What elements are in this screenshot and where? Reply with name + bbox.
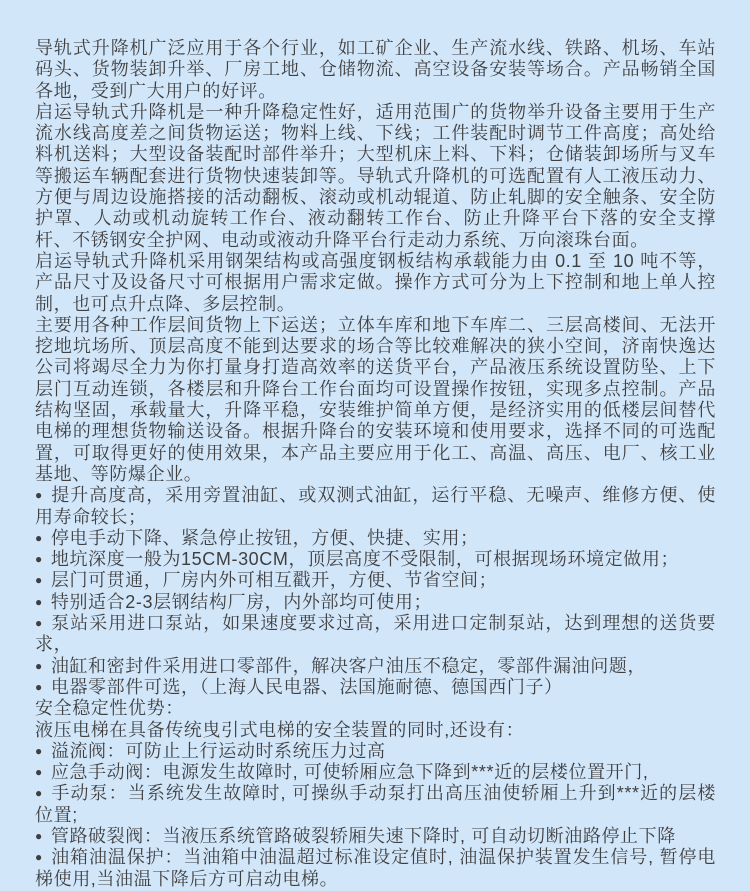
bullet-dot-icon: ● bbox=[35, 850, 44, 865]
bullet-dot-icon: ● bbox=[35, 743, 43, 758]
bullet-item bbox=[35, 741, 716, 762]
bullet-dot-icon: ● bbox=[35, 573, 43, 588]
block-text: 溢流阀：可防止上行运动时系统压力过高 bbox=[50, 740, 386, 761]
block-text: 液压电梯在具备传统曳引式电梯的安全装置的同时,还设有： bbox=[35, 719, 525, 740]
paragraph bbox=[35, 315, 716, 485]
bullet-dot-icon: ● bbox=[35, 594, 43, 609]
bullet-item bbox=[35, 783, 716, 826]
block-text: 油箱油温保护：当油箱中油温超过标准设定值时, 油温保护装置发生信号, 暂停电梯使用,当油温下降后方可启动电梯。 bbox=[35, 847, 716, 889]
block-text: 地坑深度一般为15CM-30CM，顶层高度不受限制，可根据现场环境定做用； bbox=[50, 549, 680, 570]
bullet-item bbox=[35, 656, 716, 677]
bullet-dot-icon: ● bbox=[35, 786, 44, 801]
paragraph bbox=[35, 251, 716, 315]
block-text: 停电手动下降、紧急停止按钮，方便、快捷、实用； bbox=[50, 527, 479, 548]
block-text: 安全稳定性优势： bbox=[35, 698, 184, 719]
bullet-dot-icon: ● bbox=[35, 828, 43, 843]
bullet-item bbox=[35, 677, 716, 698]
paragraph bbox=[35, 38, 716, 102]
block-text: 层门可贯通，厂房内外可相互戳开，方便、节省空间； bbox=[50, 570, 498, 591]
bullet-item bbox=[35, 570, 716, 591]
bullet-dot-icon: ● bbox=[35, 488, 44, 503]
paragraph bbox=[35, 698, 716, 719]
bullet-dot-icon: ● bbox=[35, 658, 43, 673]
block-text: 电器零部件可选，（上海人民电器、法国施耐德、德国西门子） bbox=[50, 676, 563, 697]
bullet-dot-icon: ● bbox=[35, 616, 44, 631]
bullet-item bbox=[35, 826, 716, 847]
block-text: 启运导轨式升降机是一种升降稳定性好，适用范围广的货物举升设备主要用于生产流水线高度差之间货物运送；物料上线、下线；工件装配时调节工件高度；高处给料机送料；大型设备装配时部件举升；大型机床上料、下料；仓储装卸场所与叉车等搬运车辆配套进行货物快速装卸等。导轨式升降机的可选配置有人工液压动力、方便与周边设施搭接的活动翻板、滚动或机动辊道、防止轧脚的安全触条、安全防护罩、人动或机动旋转工作台、液动翻转工作台、防止升降平台下落的安全支撑杆、不锈钢安全护网、电动或液动升降平台行走动力系统、万向滚珠台面。 bbox=[35, 101, 716, 250]
bullet-item bbox=[35, 847, 716, 890]
bullet-item bbox=[35, 762, 716, 783]
bullet-item bbox=[35, 613, 716, 656]
bullet-dot-icon: ● bbox=[35, 530, 43, 545]
block-text: 应急手动阀：电源发生故障时, 可使轿厢应急下降到***近的层楼位置开门, bbox=[50, 762, 649, 783]
bullet-item bbox=[35, 549, 716, 570]
block-text: 泵站采用进口泵站，如果速度要求过高，采用进口定制泵站，达到理想的送货要求， bbox=[35, 613, 716, 655]
block-text: 导轨式升降机广泛应用于各个行业，如工矿企业、生产流水线、铁路、机场、车站码头、货物装卸升举、厂房工地、仓储物流、高空设备安装等场合。产品畅销全国各地，受到广大用户的好评。 bbox=[35, 38, 716, 101]
bullet-dot-icon: ● bbox=[35, 679, 43, 694]
block-text: 管路破裂阀：当液压系统管路破裂轿厢失速下降时, 可自动切断油路停止下降 bbox=[50, 825, 676, 846]
block-text: 提升高度高，采用旁置油缸、或双测式油缸，运行平稳、无噪声、维修方便、使用寿命较长； bbox=[35, 485, 716, 527]
paragraph bbox=[35, 102, 716, 251]
block-text: 启运导轨式升降机采用钢架结构或高强度钢板结构承载能力由 0.1 至 10 吨不等，产品尺寸及设备尺寸可根据用户需求定做。操作方式可分为上下控制和地上单人控制，也可点升点降、多层控制。 bbox=[35, 250, 716, 314]
bullet-item bbox=[35, 528, 716, 549]
bullet-dot-icon: ● bbox=[35, 552, 43, 567]
block-text: 主要用各种工作层间货物上下运送；立体车库和地下车库二、三层高楼间、无法开挖地坑场所、顶层高度不能到达要求的场合等比较难解决的狭小空间，济南快逸达公司将竭尽全力为你打量身打造高效率的送货平台，产品液压系统设置防坠、上下层门互动连锁，各楼层和升降台工作台面均可设置操作按钮，实现多点控制。产品结构坚固，承载量大，升降平稳，安装维护简单方便，是经济实用的低楼层间替代电梯的理想货物输送设备。根据升降台的安装环境和使用要求，选择不同的可选配置，可取得更好的使用效果，本产品主要应用于化工、高温、高压、电厂、核工业基地、等防爆企业。 bbox=[35, 314, 716, 484]
bullet-item bbox=[35, 485, 716, 528]
block-text: 油缸和密封件采用进口零部件，解决客户油压不稳定，零部件漏油问题， bbox=[50, 655, 647, 676]
block-text: 手动泵：当系统发生故障时, 可操纵手动泵打出高压油使轿厢上升到***近的层楼位置; bbox=[35, 783, 716, 825]
bullet-item bbox=[35, 592, 716, 613]
bullet-dot-icon: ● bbox=[35, 765, 43, 780]
block-text: 特别适合2-3层钢结构厂房，内外部均可使用； bbox=[50, 591, 433, 612]
paragraph bbox=[35, 720, 716, 741]
